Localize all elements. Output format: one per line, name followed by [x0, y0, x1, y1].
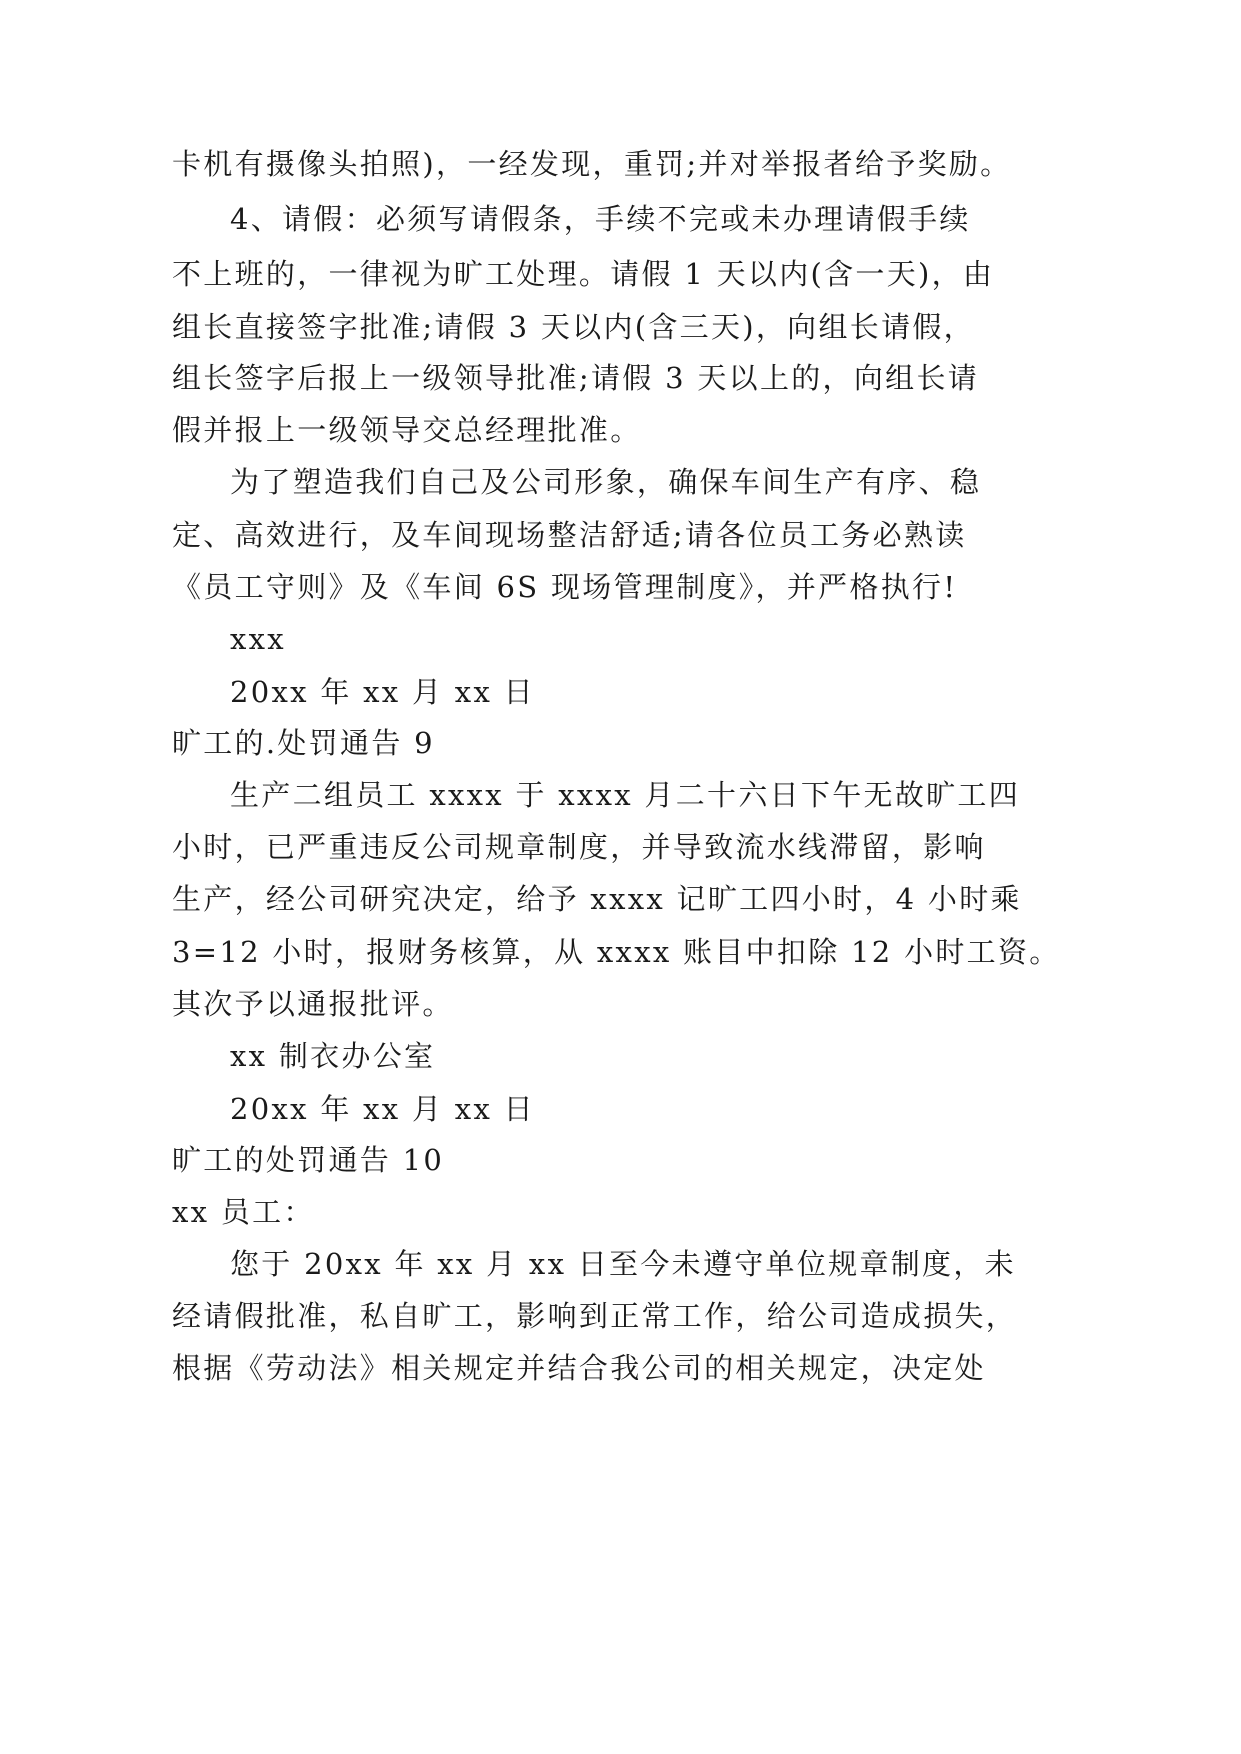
text-line: 假并报上一级领导交总经理批准。 [172, 413, 642, 447]
text-line: xxx [230, 622, 286, 656]
text-line: 不上班的，一律视为旷工处理。请假 1 天以内(含一天)，由 [172, 257, 995, 291]
text-line: 组长签字后报上一级领导批准;请假 3 天以上的，向组长请 [172, 361, 980, 395]
text-line: 根据《劳动法》相关规定并结合我公司的相关规定，决定处 [172, 1351, 986, 1385]
text-line: 4、请假：必须写请假条，手续不完或未办理请假手续 [230, 202, 971, 236]
text-line: xx 制衣办公室 [230, 1039, 436, 1073]
text-line: 经请假批准，私自旷工，影响到正常工作，给公司造成损失， [172, 1299, 1018, 1333]
text-line: 20xx 年 xx 月 xx 日 [230, 1092, 535, 1126]
section-heading: 旷工的.处罚通告 9 [172, 726, 435, 760]
text-line: 定、高效进行，及车间现场整洁舒适;请各位员工务必熟读 [172, 518, 967, 552]
text-line: 卡机有摄像头拍照)，一经发现，重罚;并对举报者给予奖励。 [172, 147, 1012, 181]
text-line: 小时，已严重违反公司规章制度，并导致流水线滞留，影响 [172, 830, 986, 864]
text-line: 您于 20xx 年 xx 月 xx 日至今未遵守单位规章制度，未 [230, 1247, 1016, 1281]
text-line: 20xx 年 xx 月 xx 日 [230, 675, 535, 709]
section-heading: 旷工的处罚通告 10 [172, 1143, 445, 1177]
text-line: xx 员工： [172, 1195, 315, 1229]
text-line: 3=12 小时，报财务核算，从 xxxx 账目中扣除 12 小时工资。 [172, 935, 1061, 969]
text-line: 为了塑造我们自己及公司形象，确保车间生产有序、稳 [230, 465, 982, 499]
text-line: 组长直接签字批准;请假 3 天以内(含三天)，向组长请假， [172, 310, 975, 344]
text-line: 其次予以通报批评。 [172, 987, 454, 1021]
text-line: 生产二组员工 xxxx 于 xxxx 月二十六日下午无故旷工四 [230, 778, 1021, 812]
text-line: 《员工守则》及《车间 6S 现场管理制度》，并严格执行! [172, 570, 958, 604]
text-line: 生产，经公司研究决定，给予 xxxx 记旷工四小时，4 小时乘 [172, 882, 1022, 916]
